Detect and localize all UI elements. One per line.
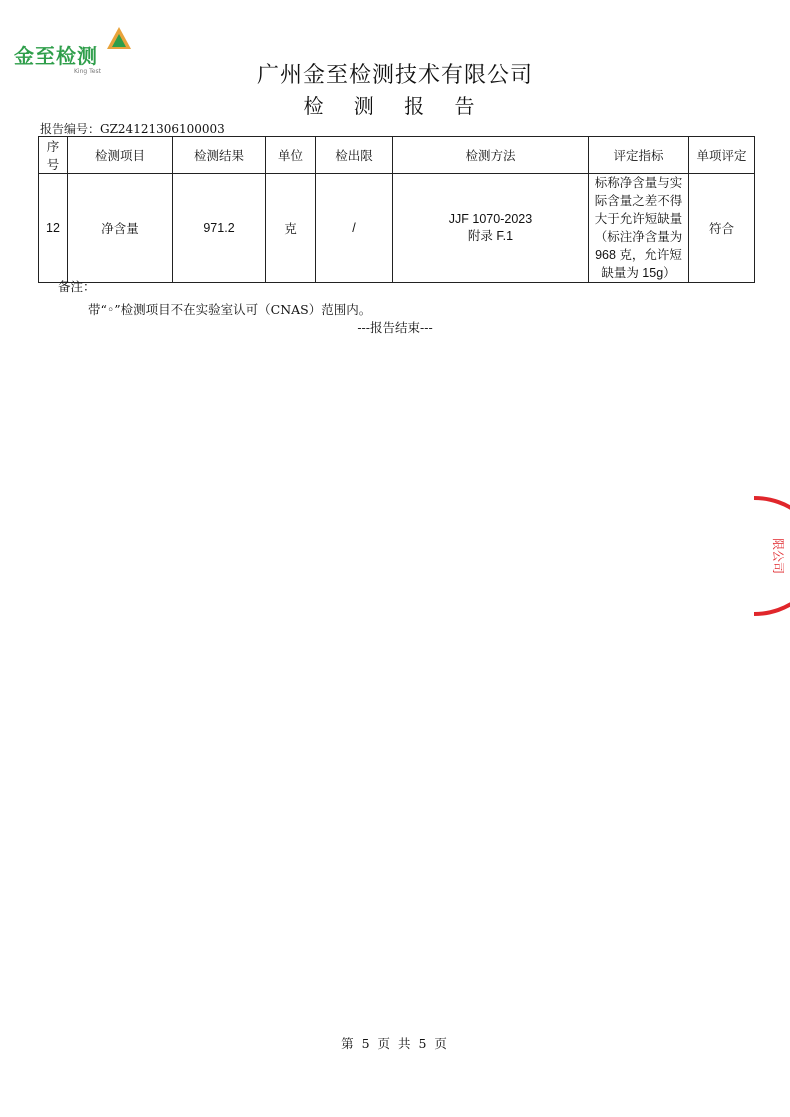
logo-mark-icon <box>106 26 132 50</box>
criteria-line: 大于允许短缺量 <box>594 211 683 226</box>
column-header: 序号 <box>39 137 68 174</box>
document-title: 检 测 报 告 <box>303 94 487 118</box>
unit: 克 <box>266 174 316 283</box>
remarks-label: 备注： <box>58 279 96 294</box>
method-appendix: 附录 F.1 <box>467 229 514 243</box>
remarks-text: 带“◦”检测项目不在实验室认可（CNAS）范围内。 <box>88 302 372 317</box>
criteria-line: 标称净含量与实 <box>594 175 683 190</box>
report-end-marker: ---报告结束--- <box>357 320 433 335</box>
test-result: 971.2 <box>173 174 266 283</box>
test-item: 净含量 <box>68 174 173 283</box>
row-number: 12 <box>39 174 68 283</box>
company-name: 广州金至检测技术有限公司 <box>256 63 533 88</box>
judgement: 符合 <box>689 174 755 283</box>
results-table <box>38 136 755 283</box>
page-footer: 第 5 页 共 5 页 <box>341 1036 449 1051</box>
column-header: 检测方法 <box>393 137 589 174</box>
evaluation-criteria <box>589 174 689 283</box>
column-header: 评定指标 <box>589 137 689 174</box>
column-header: 单位 <box>266 137 316 174</box>
table-header-row <box>39 137 755 174</box>
company-seal-icon <box>752 496 790 616</box>
column-header: 单项评定 <box>689 137 755 174</box>
criteria-line: 缺量为 15g） <box>601 266 676 280</box>
test-method <box>393 174 589 283</box>
logo-subtext: King Test <box>74 68 101 75</box>
table-row <box>39 174 755 283</box>
logo-text: 金至检测 <box>14 44 98 68</box>
column-header: 检测项目 <box>68 137 173 174</box>
detection-limit: / <box>316 174 393 283</box>
method-standard: JJF 1070-2023 <box>448 212 533 226</box>
column-header: 检测结果 <box>173 137 266 174</box>
criteria-line: （标注净含量为 <box>594 229 683 244</box>
criteria-line: 968 克，允许短 <box>595 248 682 262</box>
seal-text: 限公司 <box>771 537 785 575</box>
criteria-line: 际含量之差不得 <box>594 193 683 208</box>
column-header: 检出限 <box>316 137 393 174</box>
report-number: 报告编号：GZ24121306100003 <box>40 122 225 136</box>
